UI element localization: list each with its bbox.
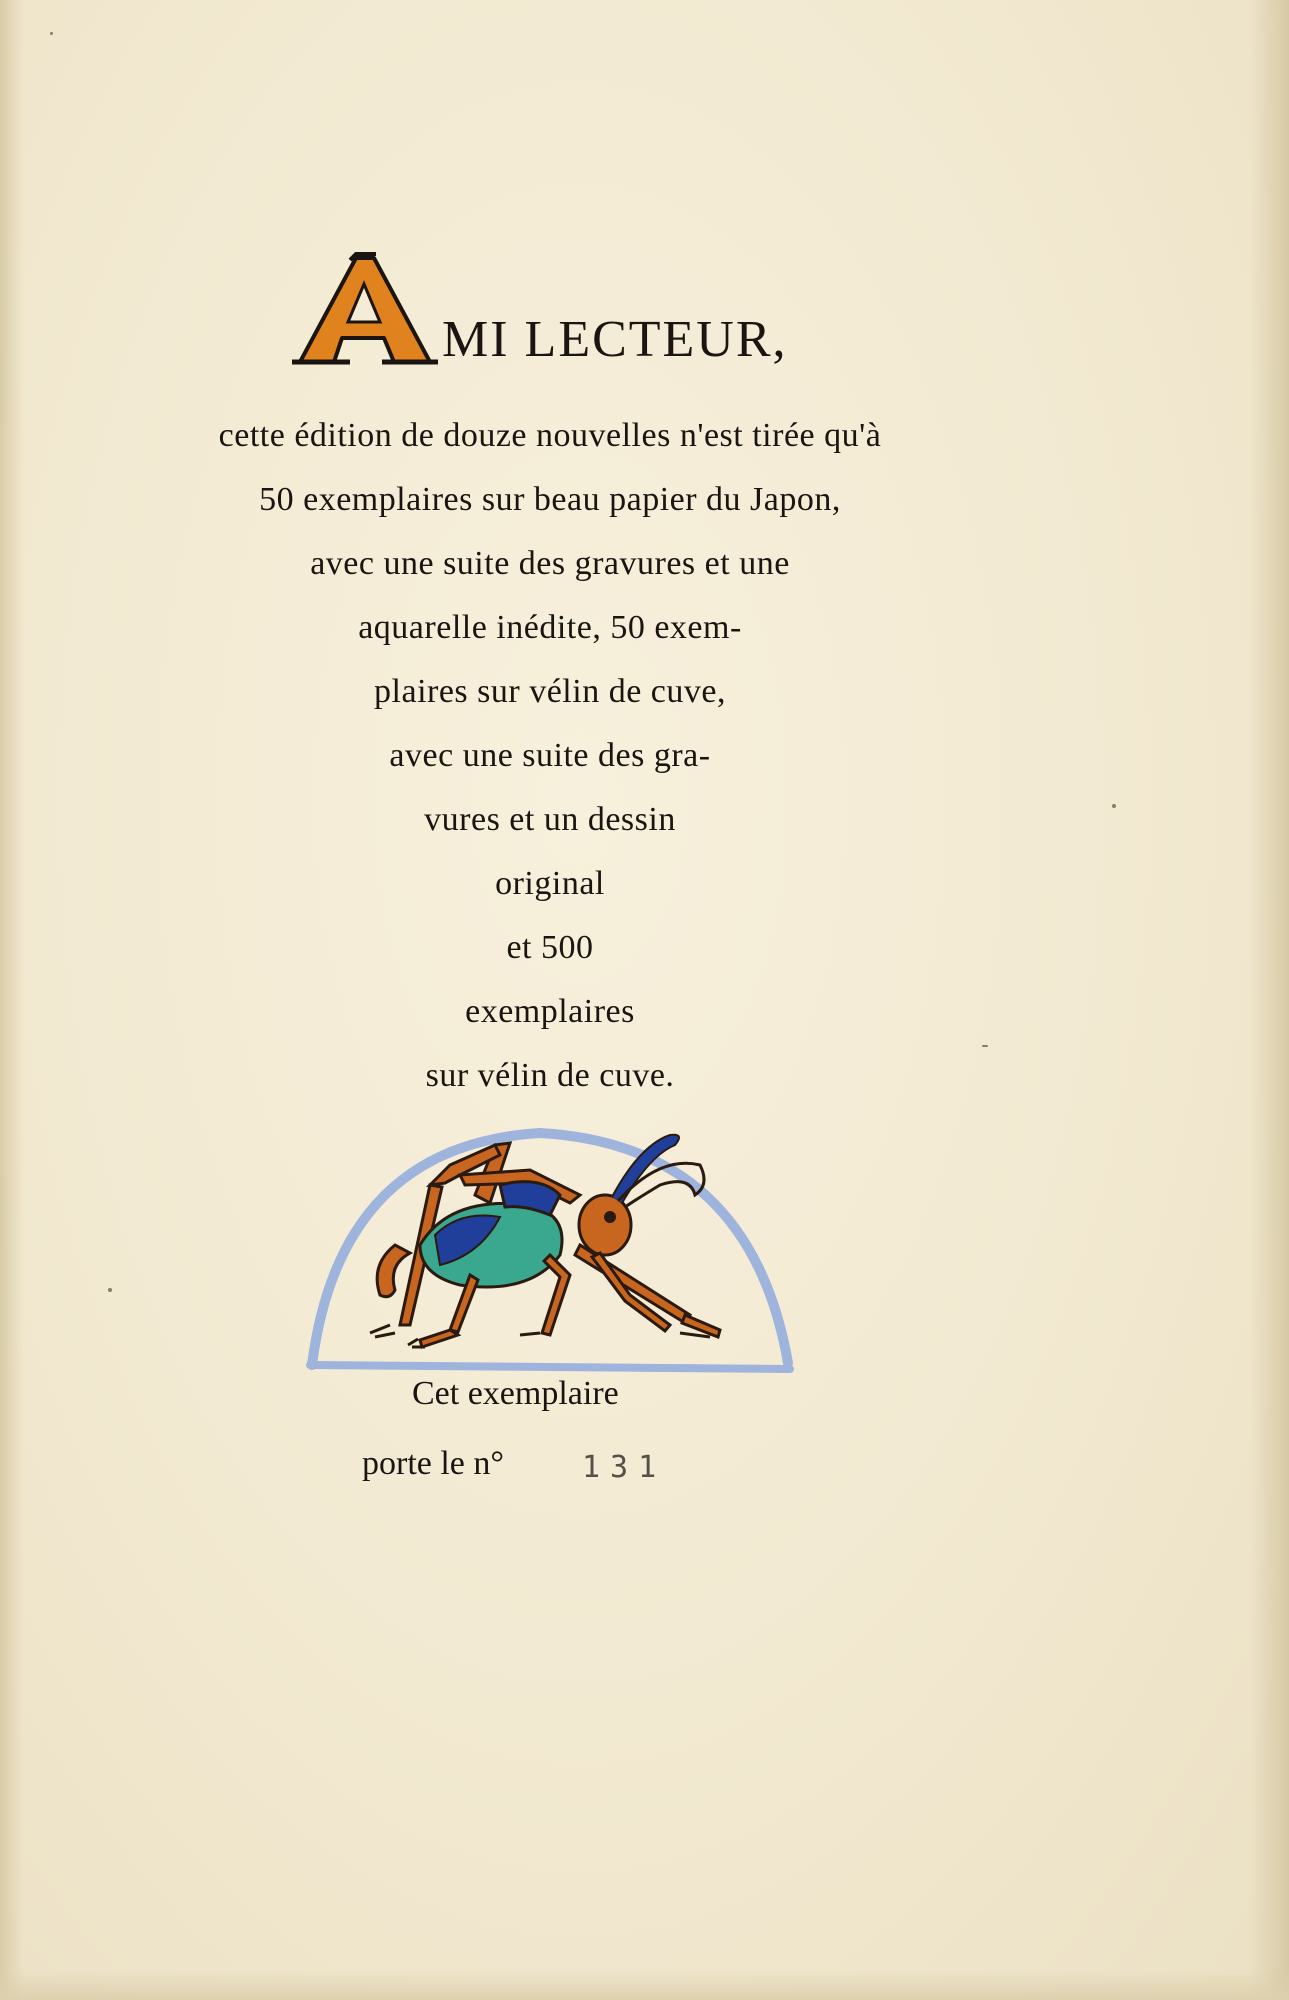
text-line: sur vélin de cuve. xyxy=(425,1057,675,1094)
colophon-line-2: porte le n° xyxy=(362,1445,504,1482)
text-line: exemplaires xyxy=(465,993,635,1030)
page-edge-bottom xyxy=(0,1970,1289,2000)
colophon-line-1: Cet exemplaire xyxy=(412,1375,619,1412)
text-line: aquarelle inédite, 50 exem- xyxy=(358,609,742,646)
page-edge-right xyxy=(1249,0,1289,2000)
text-line: 50 exemplaires sur beau papier du Japon, xyxy=(259,481,841,518)
cricket-head xyxy=(579,1195,631,1255)
paper-speck xyxy=(50,32,53,35)
text-line: original xyxy=(495,865,605,902)
dropcap-initial xyxy=(290,250,440,370)
copy-number: 131 xyxy=(582,1450,667,1485)
paper-speck xyxy=(108,1288,112,1292)
justification-text xyxy=(0,404,1100,1108)
text-line: et 500 xyxy=(506,929,594,966)
text-line: avec une suite des gra- xyxy=(389,737,711,774)
heading-text: MI LECTEUR, xyxy=(442,311,788,368)
text-line: avec une suite des gravures et une xyxy=(310,545,790,582)
page-heading xyxy=(290,250,788,370)
cricket-illustration xyxy=(300,1125,800,1375)
cricket-tail xyxy=(377,1245,410,1297)
cricket-eye xyxy=(604,1211,616,1223)
text-line: cette édition de douze nouvelles n'est tirée qu'à xyxy=(218,417,882,454)
text-line: plaires sur vélin de cuve, xyxy=(374,673,726,710)
arch-base xyxy=(310,1365,790,1369)
paper-speck xyxy=(1112,804,1116,808)
text-line: vures et un dessin xyxy=(424,801,676,838)
